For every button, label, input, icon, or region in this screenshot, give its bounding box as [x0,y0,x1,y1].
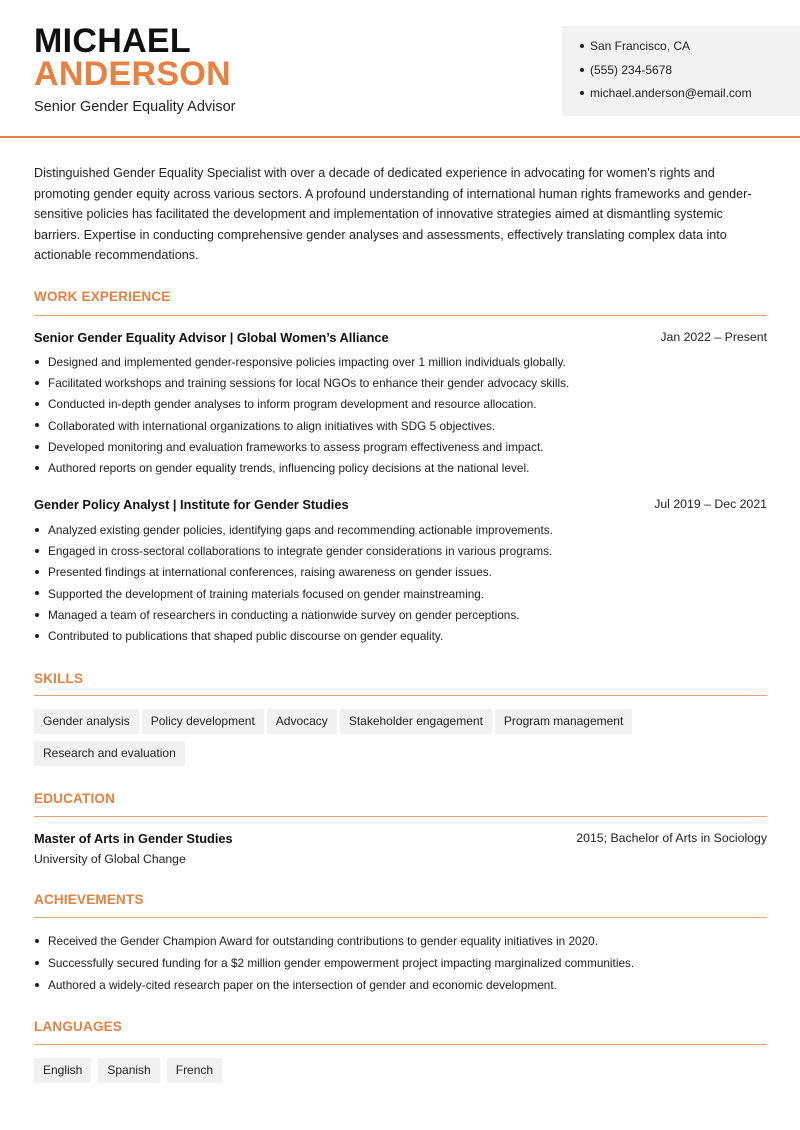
list-item [34,626,553,647]
list-item-text: Analyzed existing gender policies, identifying gaps and recommending actionable improvements. [48,523,553,537]
skills-list [34,709,769,773]
skill-tag: Gender analysis [34,709,139,734]
job-dates: Jan 2022 – Present [660,330,767,344]
language-tag: English [34,1058,91,1083]
skill-tag: Stakeholder engagement [340,709,492,734]
list-item [34,584,553,605]
section-title-achievements: ACHIEVEMENTS [34,892,144,907]
bullet-icon [580,68,584,72]
list-item [34,373,569,394]
skill-tag: Policy development [142,709,264,734]
list-item-text: Supported the development of training materials focused on gender mainstreaming. [48,586,485,601]
bullet-icon [580,44,584,48]
bullet-icon [35,961,39,965]
job-heading: Gender Policy Analyst | Institute for Gender Studies [34,497,349,512]
bullet-icon [35,634,39,638]
section-divider [34,695,767,696]
bullet-icon [35,445,39,449]
bullet-icon [35,939,39,943]
education-school: University of Global Change [34,852,186,866]
bullet-icon [35,570,39,574]
list-item-text: Collaborated with international organizations to align initiatives with SDG 5 objectives. [48,418,496,433]
contact-location [580,39,690,53]
section-title-skills: SKILLS [34,671,84,686]
contact-phone [580,63,672,77]
section-divider [34,917,767,918]
list-item-text: Facilitated workshops and training sessions for local NGOs to enhance their gender advocacy skills. [48,376,570,391]
achievements-list [34,930,634,996]
section-title-languages: LANGUAGES [34,1019,123,1034]
job-dates: Jul 2019 – Dec 2021 [654,497,767,511]
list-item-text: Authored reports on gender equality trends, influencing policy decisions at the national level. [48,460,530,475]
contact-box [562,26,800,116]
list-item-text: Managed a team of researchers in conducting a nationwide survey on gender perceptions. [48,607,520,622]
education-degree: Master of Arts in Gender Studies [34,831,233,846]
list-item-text: Received the Gender Champion Award for outstanding contributions to gender equality initiatives in 2020. [48,934,598,948]
list-item [34,541,553,562]
bullet-icon [35,381,39,385]
last-name: ANDERSON [34,55,231,93]
bullet-icon [35,360,39,364]
list-item [34,605,553,626]
list-item [34,974,634,996]
list-item [34,930,634,952]
list-item-text: Engaged in cross-sectoral collaborations to integrate gender considerations in various programs. [48,544,553,559]
bullet-icon [35,549,39,553]
job-bullets [34,520,553,647]
language-tag: Spanish [98,1058,159,1083]
section-title-education: EDUCATION [34,791,116,806]
skill-tag: Advocacy [267,709,337,734]
list-item-text: Designed and implemented gender-responsive policies impacting over 1 million individuals globally. [48,355,566,369]
section-title-work: WORK EXPERIENCE [34,289,171,304]
bullet-icon [35,528,39,532]
job-heading: Senior Gender Equality Advisor | Global Women’s Alliance [34,330,389,345]
list-item-text: Authored a widely-cited research paper on the intersection of gender and economic development. [48,978,557,992]
resume-header [0,0,800,138]
list-item [34,394,569,415]
list-item [34,416,569,437]
list-item-text: Developed monitoring and evaluation frameworks to assess program effectiveness and impact. [48,439,544,454]
summary-paragraph: Distinguished Gender Equality Specialist with over a decade of dedicated experience in advocating for women's rights and promoting gender equity across various sectors. A profound understanding of international human rights frameworks and gender-sensitive policies has facilitated the development and implementation of innovative strategies aimed at dismantling systemic barriers. Expertise in conducting comprehensive gender analyses and assessments, effectively translating complex data into actionable recommendations. [34,166,752,262]
section-divider [34,1044,767,1045]
bullet-icon [35,466,39,470]
list-item-text: Conducted in-depth gender analyses to inform program development and resource allocation. [48,397,537,412]
list-item [34,352,569,373]
job-bullets [34,352,569,479]
contact-email [580,86,752,100]
list-item [34,437,569,458]
contact-phone-text: (555) 234-5678 [590,63,673,77]
list-item [34,520,553,541]
education-detail: 2015; Bachelor of Arts in Sociology [576,831,767,845]
languages-list [34,1058,769,1090]
contact-email-text: michael.anderson@email.com [590,86,752,100]
bullet-icon [35,591,39,595]
contact-location-text: San Francisco, CA [590,39,691,53]
list-item-text: Successfully secured funding for a $2 million gender empowerment project impacting marginalized communities. [48,956,635,970]
job-title: Senior Gender Equality Advisor [34,99,236,115]
bullet-icon [35,613,39,617]
first-name: MICHAEL [34,22,191,60]
list-item [34,952,634,974]
language-tag: French [167,1058,222,1083]
bullet-icon [35,983,39,987]
skill-tag: Research and evaluation [34,741,185,766]
bullet-icon [35,402,39,406]
list-item-text: Contributed to publications that shaped public discourse on gender equality. [48,628,444,643]
section-divider [34,315,767,316]
section-divider [34,816,767,817]
skill-tag: Program management [495,709,632,734]
list-item-text: Presented findings at international conferences, raising awareness on gender issues. [48,565,492,580]
bullet-icon [35,423,39,427]
list-item [34,458,569,479]
list-item [34,562,553,583]
bullet-icon [580,91,584,95]
